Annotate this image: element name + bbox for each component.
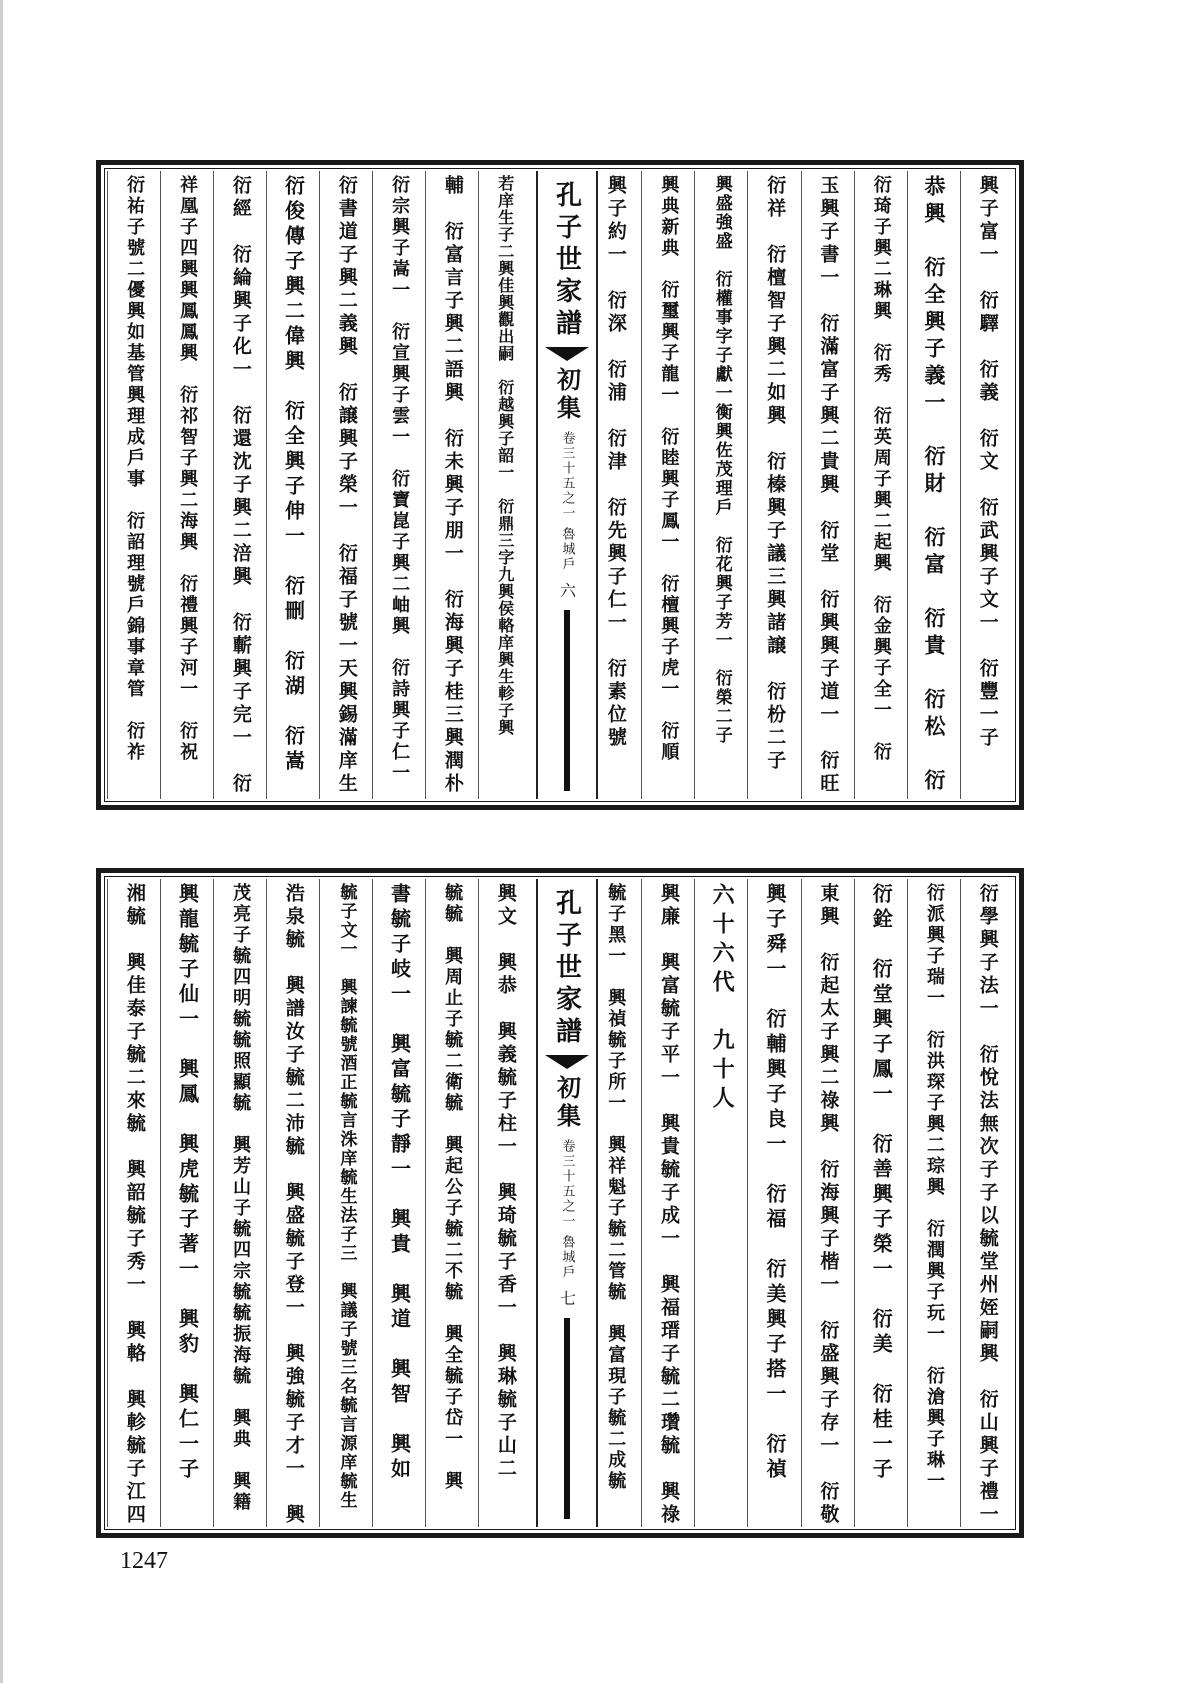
genealogy-column [960, 171, 1013, 799]
column-text: 衍祥 衍檀智子興二如興 衍榛興子議三興諸譲 衍枌二子 [764, 175, 787, 773]
column-text: 茂亮子毓四明毓毓照顯毓 興芳山子毓四宗毓毓振海毓 興典 興籍 [230, 883, 252, 1513]
column-text: 衍琦子興二琳興 衍秀 衍英周子興二起興 衍金興子全一 衍 [870, 175, 892, 763]
top-genealogy-page [96, 160, 1024, 810]
bottom-genealogy-page [96, 868, 1024, 1538]
genealogy-column [213, 171, 266, 799]
genealogy-column [747, 171, 800, 799]
genealogy-column [478, 879, 531, 1527]
volume-label: 卷三十五之一 魯城戶 [559, 1139, 575, 1281]
genealogy-column [801, 879, 854, 1527]
genealogy-column [107, 879, 160, 1527]
genealogy-column [319, 879, 372, 1527]
column-text: 興盛強盛 衍權事字子獻一衡興佐茂理戶 衍花興子芳一 衍榮二子 [711, 175, 732, 745]
genealogy-column [107, 171, 160, 799]
column-text: 祥凰子四興興鳳鳳興 衍祁智子興二海興 衍禮興子河一 衍祝 [177, 175, 199, 763]
column-text: 輔 衍富言子興二語興 衍未興子朋一 衍海興子桂三興潤朴 [441, 175, 464, 796]
genealogy-column [478, 171, 531, 799]
column-text: 書毓子岐一 興富毓子靜一 興貴 興道 興智 興如 [387, 883, 412, 1483]
genealogy-column [694, 171, 747, 799]
column-text: 若庠生子二興佳興觀出嗣 衍越興子韶一 衍鼎三字九興侯輅庠興生軫子興 [495, 175, 515, 736]
leaf-number: 六 [557, 582, 577, 599]
column-text: 興典新典 衍璽興子龍一 衍睦興子鳳一 衍檀興子虎一 衍順 [658, 175, 680, 763]
generation-heading: 六十六代 九十人 [709, 883, 736, 1115]
column-text: 興龍毓子仙一 興鳳 興虎毓子著一 興豹 興仁一子 [175, 883, 200, 1483]
genealogy-column [747, 879, 800, 1527]
genealogy-column [425, 879, 478, 1527]
genealogy-column [641, 171, 694, 799]
spine-bar [564, 1318, 570, 1519]
collection-label: 初集 [552, 1075, 582, 1131]
genealogy-column [160, 171, 213, 799]
book-title: 孔子世家譜 [551, 889, 582, 1049]
genealogy-column [641, 879, 694, 1527]
leaf-number: 七 [557, 1290, 577, 1307]
column-text: 衍派興子瑞一 衍洪琛子興二琮興 衍潤興子玩一 衍滄興子琳一 [923, 883, 945, 1492]
genealogy-column [425, 171, 478, 799]
column-text: 東興 衍起太子興二祿興 衍海興子楷一 衍盛興子存一 衍敬 [817, 883, 840, 1527]
page-edge [0, 0, 3, 1683]
column-text: 衍宗興子嵩一 衍宣興子雲一 衍寶崑子興二岫興 衍詩興子仁一 [389, 175, 411, 784]
column-text: 興文 興恭 興義毓子柱一 興琦毓子香一 興琳毓子山二 [494, 883, 517, 1481]
genealogy-column [372, 879, 425, 1527]
genealogy-column [266, 171, 319, 799]
bottom-left-half [107, 879, 531, 1527]
column-text: 衍俊傳子興二偉興 衍全興子伸一 衍刪 衍湖 衍嵩 [281, 175, 306, 775]
genealogy-column [854, 171, 907, 799]
column-text: 恭興 衍全興子義一 衍財 衍富 衍貴 衍松 衍 [921, 175, 947, 796]
spine-bar [564, 610, 570, 791]
bottom-right-half [589, 879, 1013, 1527]
fish-tail-mark [545, 347, 589, 361]
collection-label: 初集 [552, 367, 582, 423]
column-text: 興子舜一 衍輔興子良一 衍福 衍美興子搭一 衍禎 [762, 883, 787, 1483]
column-text: 衍祐子號二優興如基管興理成戶事 衍詔理號戶錦事章管 衍祚 [124, 175, 146, 763]
genealogy-column [160, 879, 213, 1527]
top-right-half [589, 171, 1013, 799]
column-text: 衍書道子興二義興 衍譲興子榮一 衍福子號一天興錫滿庠生 [335, 175, 358, 796]
column-text: 興子約一 衍深 衍浦 衍津 衍先興子仁一 衍素位號 [604, 175, 627, 750]
genealogy-column [907, 879, 960, 1527]
bottom-spine [536, 879, 598, 1527]
column-text: 毓毓 興周止子毓二衛毓 興起公子毓二不毓 興全毓子岱一 興 [442, 883, 464, 1492]
column-text: 湘毓 興佳泰子毓二來毓 興韶毓子秀一 興輅 興軫毓子江四 [123, 883, 146, 1527]
column-text: 毓子黑一 興禎毓子所一 興祥魁子毓二管毓 興富現子毓二成毓 [605, 883, 627, 1492]
column-text: 毓子文一 興諫毓號酒正毓言洙庠毓生法子三 興議子號三名毓言源庠毓生 [336, 883, 357, 1510]
volume-label: 卷三十五之一 魯城戶 [559, 431, 575, 573]
column-text: 玉興子書一 衍滿富子興二貴興 衍堂 衍興興子道一 衍旺 [817, 175, 840, 796]
genealogy-column [801, 171, 854, 799]
genealogy-column [266, 879, 319, 1527]
page-number: 1247 [120, 1548, 168, 1574]
column-text: 衍學興子法一 衍悅法無次子子以毓堂州姪嗣興 衍山興子禮一 [976, 883, 999, 1527]
genealogy-column [907, 171, 960, 799]
genealogy-column [319, 171, 372, 799]
generation-heading-column [694, 879, 747, 1527]
column-text: 興廉 興富毓子平一 興貴毓子成一 興福瑨子毓二瓚毓 興祿 [658, 883, 680, 1527]
column-text: 浩泉毓 興譜汝子毓二沛毓 興盛毓子登一 興強毓子才一 興 [282, 883, 305, 1527]
top-left-half [107, 171, 531, 799]
column-text: 衍經 衍綸興子化一 衍還沈子興二涪興 衍蘄興子完一 衍 [229, 175, 252, 796]
genealogy-column [372, 171, 425, 799]
genealogy-column [960, 879, 1013, 1527]
top-spine [536, 171, 598, 799]
book-title: 孔子世家譜 [551, 181, 582, 341]
genealogy-column [213, 879, 266, 1527]
genealogy-column [854, 879, 907, 1527]
fish-tail-mark [545, 1055, 589, 1069]
column-text: 興子富一 衍驛 衍義 衍文 衍武興子文一 衍豐一子 [976, 175, 999, 750]
column-text: 衍銓 衍堂興子鳳一 衍善興子榮一 衍美 衍桂一子 [869, 883, 894, 1483]
